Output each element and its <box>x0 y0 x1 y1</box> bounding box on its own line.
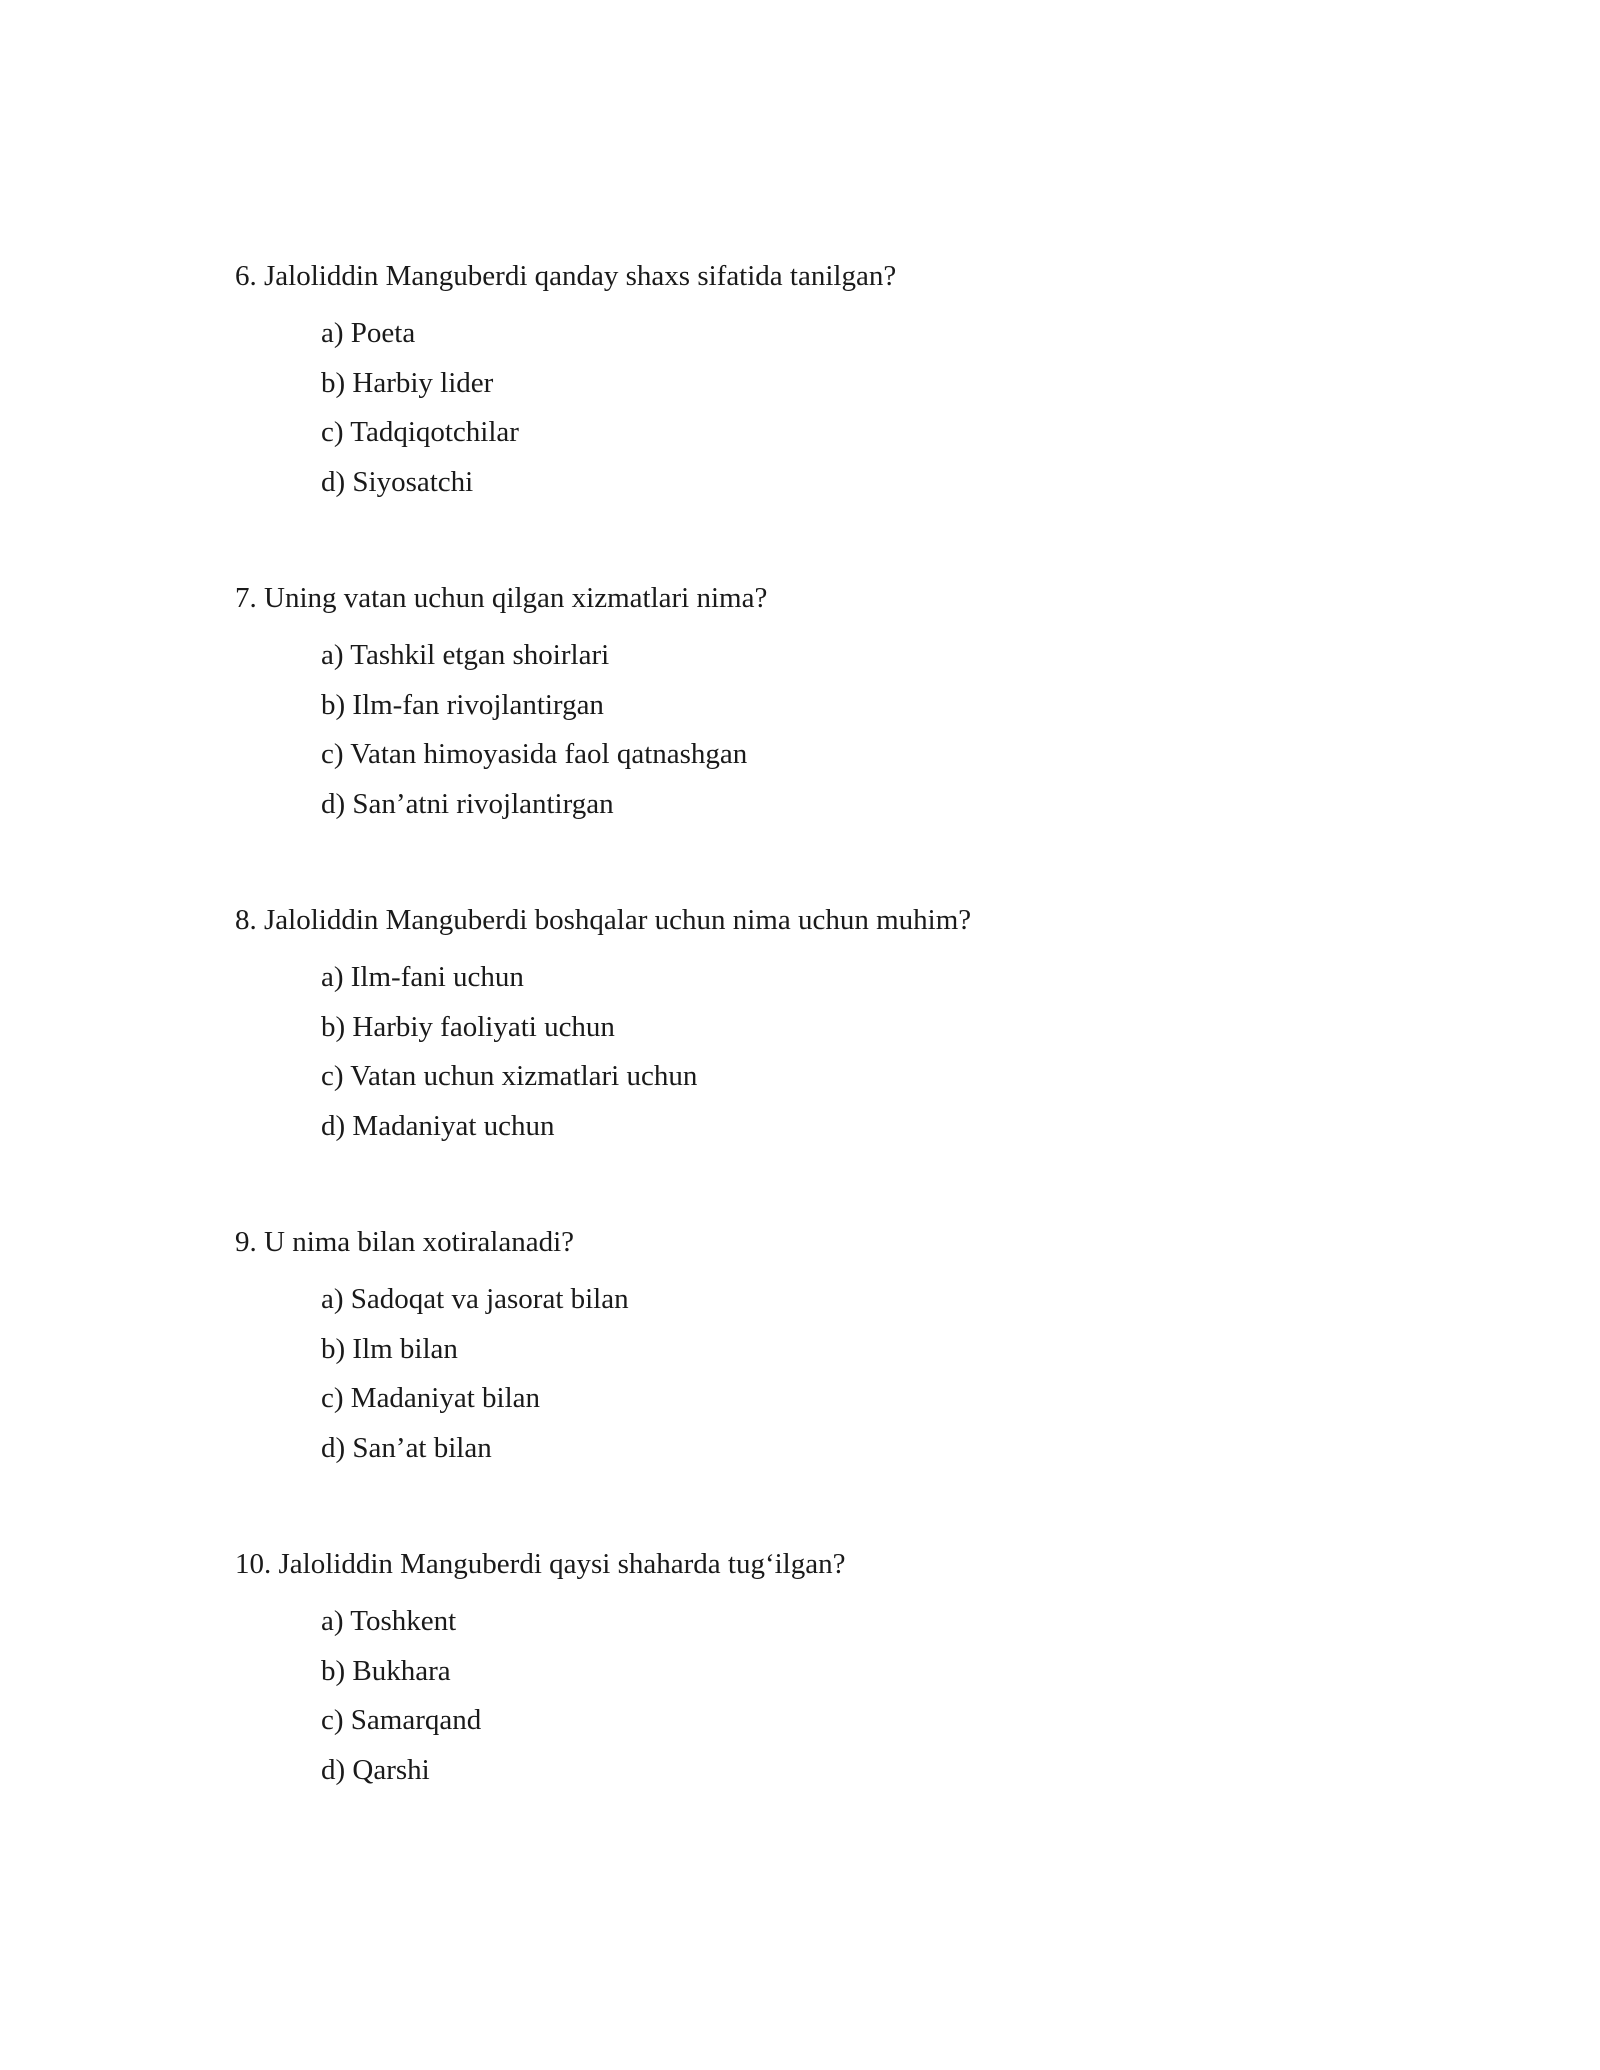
answer-options <box>321 958 1435 1156</box>
option-b: b) Harbiy faoliyati uchun <box>321 1010 615 1043</box>
question-6 <box>235 257 1435 512</box>
option-b: b) Ilm-fan rivojlantirgan <box>321 688 604 721</box>
question-8 <box>235 901 1435 1156</box>
question-text: 9. U nima bilan xotiralanadi? <box>235 1226 575 1258</box>
question-text: 10. Jaloliddin Manguberdi qaysi shaharda tug‘ilgan? <box>235 1548 846 1580</box>
option-c: c) Madaniyat bilan <box>321 1382 541 1414</box>
option-d: d) Siyosatchi <box>321 465 474 498</box>
answer-options <box>321 636 1435 834</box>
question-text: 6. Jaloliddin Manguberdi qanday shaxs sifatida tanilgan? <box>235 260 897 292</box>
question-10 <box>235 1545 1435 1800</box>
option-a: a) Poeta <box>321 317 416 349</box>
option-a: a) Toshkent <box>321 1605 457 1637</box>
option-d: d) Qarshi <box>321 1753 430 1786</box>
option-b: b) Harbiy lider <box>321 366 494 399</box>
option-c: c) Vatan himoyasida faol qatnashgan <box>321 738 748 770</box>
option-a: a) Ilm-fani uchun <box>321 961 524 993</box>
question-text: 8. Jaloliddin Manguberdi boshqalar uchun nima uchun muhim? <box>235 904 972 936</box>
question-7 <box>235 579 1435 834</box>
question-9 <box>235 1223 1435 1478</box>
option-c: c) Vatan uchun xizmatlari uchun <box>321 1060 698 1092</box>
answer-options <box>321 1602 1435 1800</box>
option-b: b) Ilm bilan <box>321 1332 458 1365</box>
option-a: a) Sadoqat va jasorat bilan <box>321 1283 629 1315</box>
option-b: b) Bukhara <box>321 1654 451 1687</box>
answer-options <box>321 1280 1435 1478</box>
question-text: 7. Uning vatan uchun qilgan xizmatlari nima? <box>235 582 768 614</box>
option-d: d) San’atni rivojlantirgan <box>321 787 614 820</box>
answer-options <box>321 314 1435 512</box>
option-a: a) Tashkil etgan shoirlari <box>321 639 610 671</box>
option-c: c) Tadqiqotchilar <box>321 416 519 448</box>
option-d: d) San’at bilan <box>321 1431 492 1464</box>
option-d: d) Madaniyat uchun <box>321 1109 555 1142</box>
option-c: c) Samarqand <box>321 1704 482 1736</box>
